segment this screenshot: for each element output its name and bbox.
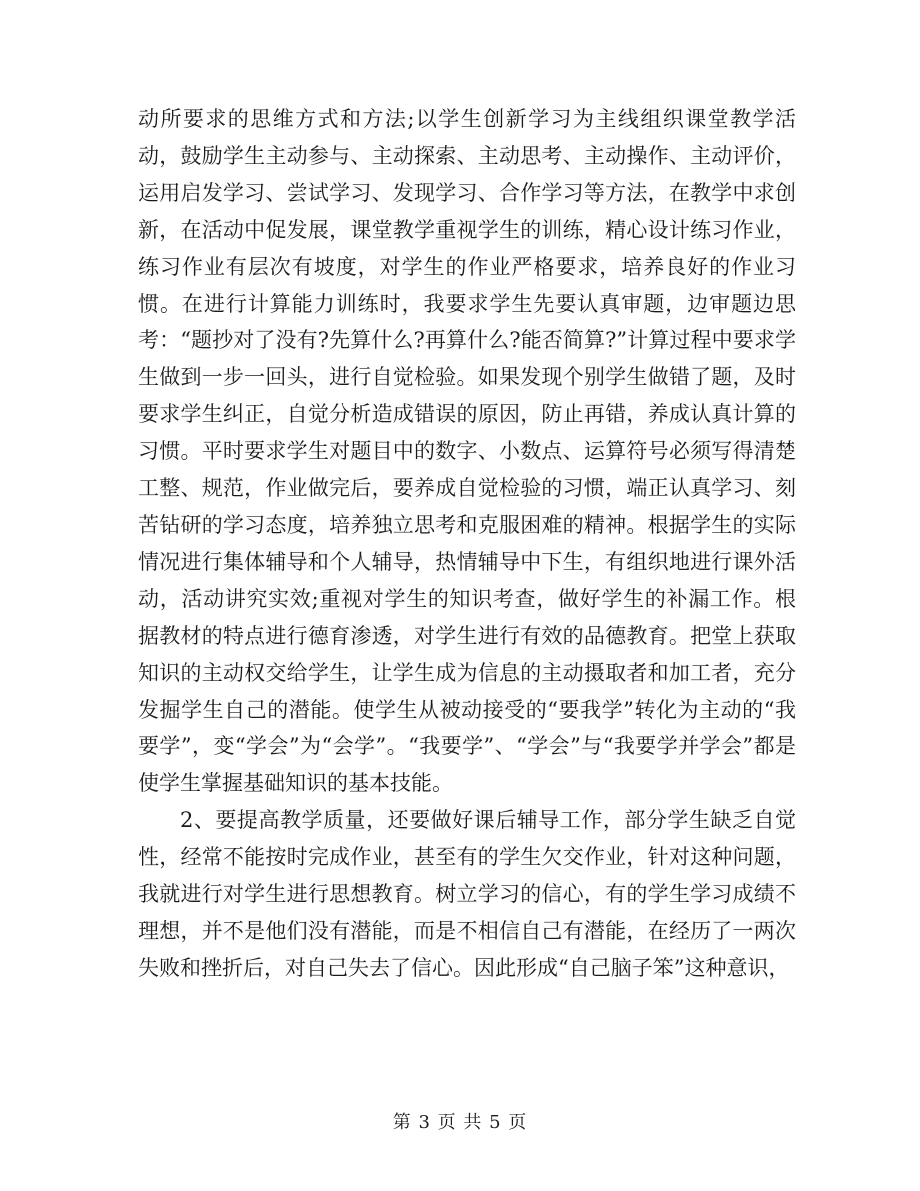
page-number: 第 3 页 共 5 页 xyxy=(392,1112,528,1133)
paragraph-2: 2、要提高教学质量，还要做好课后辅导工作，部分学生缺乏自觉性，经常不能按时完成作业，甚至有的学生欠交作业，针对这种问题，我就进行对学生进行思想教育。树立学习的信心，有的学生学习成绩不理想，并不是他们没有潜能，而是不相信自己有潜能，在经历了一两次失败和挫折后，对自己失去了信心。因此形成“自己脑子笨”这种意识， xyxy=(138,808,796,980)
page-footer xyxy=(0,1108,920,1134)
paragraph-1: 动所要求的思维方式和方法;以学生创新学习为主线组织课堂教学活动，鼓励学生主动参与、主动探索、主动思考、主动操作、主动评价，运用启发学习、尝试学习、发现学习、合作学习等方法，在教学中求创新，在活动中促发展，课堂教学重视学生的训练，精心设计练习作业，练习作业有层次有坡度，对学生的作业严格要求，培养良好的作业习惯。在进行计算能力训练时，我要求学生先要认真审题，边审题边思考：“题抄对了没有?先算什么?再算什么?能否简算?”计算过程中要求学生做到一步一回头，进行自觉检验。如果发现个别学生做错了题，及时要求学生纠正，自觉分析造成错误的原因，防止再错，养成认真计算的习惯。平时要求学生对题目中的数字、小数点、运算符号必须写得清楚工整、规范，作业做完后，要养成自觉检验的习惯，端正认真学习、刻苦钻研的学习态度，培养独立思考和克服困难的精神。根据学生的实际情况进行集体辅导和个人辅导，热情辅导中下生，有组织地进行课外活动，活动讲究实效;重视对学生的知识考查，做好学生的补漏工作。根据教材的特点进行德育渗透，对学生进行有效的品德教育。把堂上获取知识的主动权交给学生，让学生成为信息的主动摄取者和加工者，充分发掘学生自己的潜能。使学生从被动接受的“要我学”转化为主动的“我要学”，变“学会”为“会学”。“我要学”、“学会”与“我要学并学会”都是使学生掌握基础知识的基本技能。 xyxy=(138,107,796,796)
document-body xyxy=(138,101,796,987)
